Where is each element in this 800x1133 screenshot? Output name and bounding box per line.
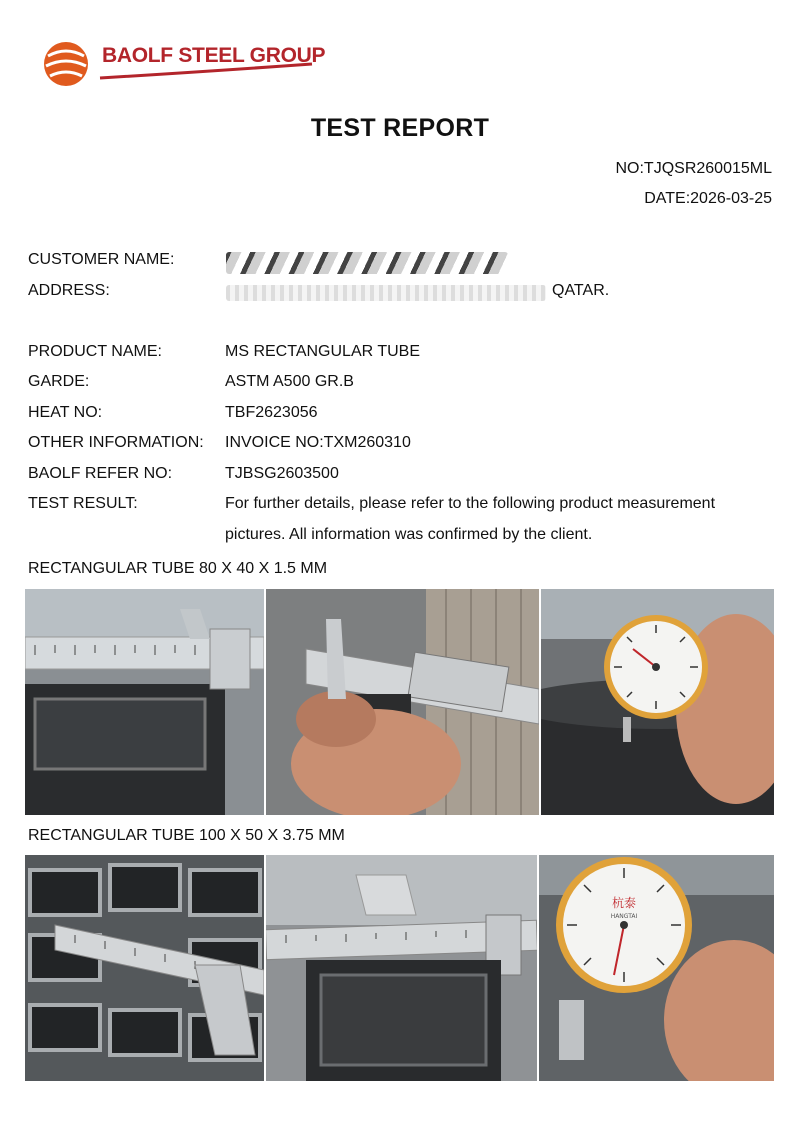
company-name: BAOLF STEEL GROUP: [102, 44, 326, 67]
photo-caliper-width-100: [25, 855, 264, 1081]
section-title-2: RECTANGULAR TUBE 100 X 50 X 3.75 MM: [28, 827, 345, 844]
refer-no-value: TJBSG2603500: [225, 465, 339, 482]
photo-dial-gauge-thickness-3-75: [539, 855, 774, 1081]
section-title-1: RECTANGULAR TUBE 80 X 40 X 1.5 MM: [28, 560, 328, 577]
product-name-label: PRODUCT NAME:: [28, 343, 162, 360]
redacted-customer-name: [226, 252, 508, 274]
customer-name-label: CUSTOMER NAME:: [28, 251, 175, 268]
redacted-address: [226, 285, 546, 301]
heat-no-value: TBF2623056: [225, 404, 318, 421]
photo-dial-gauge-thickness-1-5: [541, 589, 774, 815]
heat-no-label: HEAT NO:: [28, 404, 103, 421]
gauge-brand-latin: HANGTAI: [610, 913, 638, 920]
other-info-value: INVOICE NO:TXM260310: [225, 434, 411, 451]
report-number: NO:TJQSR260015ML: [615, 160, 772, 177]
test-result-label: TEST RESULT:: [28, 495, 138, 512]
photo-caliper-height-50: [266, 855, 537, 1081]
photo-caliper-height-40: [266, 589, 539, 815]
report-date: DATE:2026-03-25: [644, 190, 772, 207]
address-label: ADDRESS:: [28, 282, 110, 299]
other-info-label: OTHER INFORMATION:: [28, 434, 204, 451]
page-title: TEST REPORT: [310, 114, 490, 142]
photo-caliper-width-80: [25, 589, 264, 815]
company-logo: [40, 38, 330, 94]
refer-no-label: BAOLF REFER NO:: [28, 465, 173, 482]
grade-value: ASTM A500 GR.B: [225, 373, 354, 390]
grade-label: GARDE:: [28, 373, 90, 390]
test-result-line1: For further details, please refer to the following product measurement: [225, 495, 716, 512]
test-result-line2: pictures. All information was confirmed by the client.: [225, 526, 593, 543]
gauge-brand-label: 杭泰: [611, 896, 637, 910]
address-country: QATAR.: [552, 282, 610, 299]
product-name-value: MS RECTANGULAR TUBE: [225, 343, 420, 360]
